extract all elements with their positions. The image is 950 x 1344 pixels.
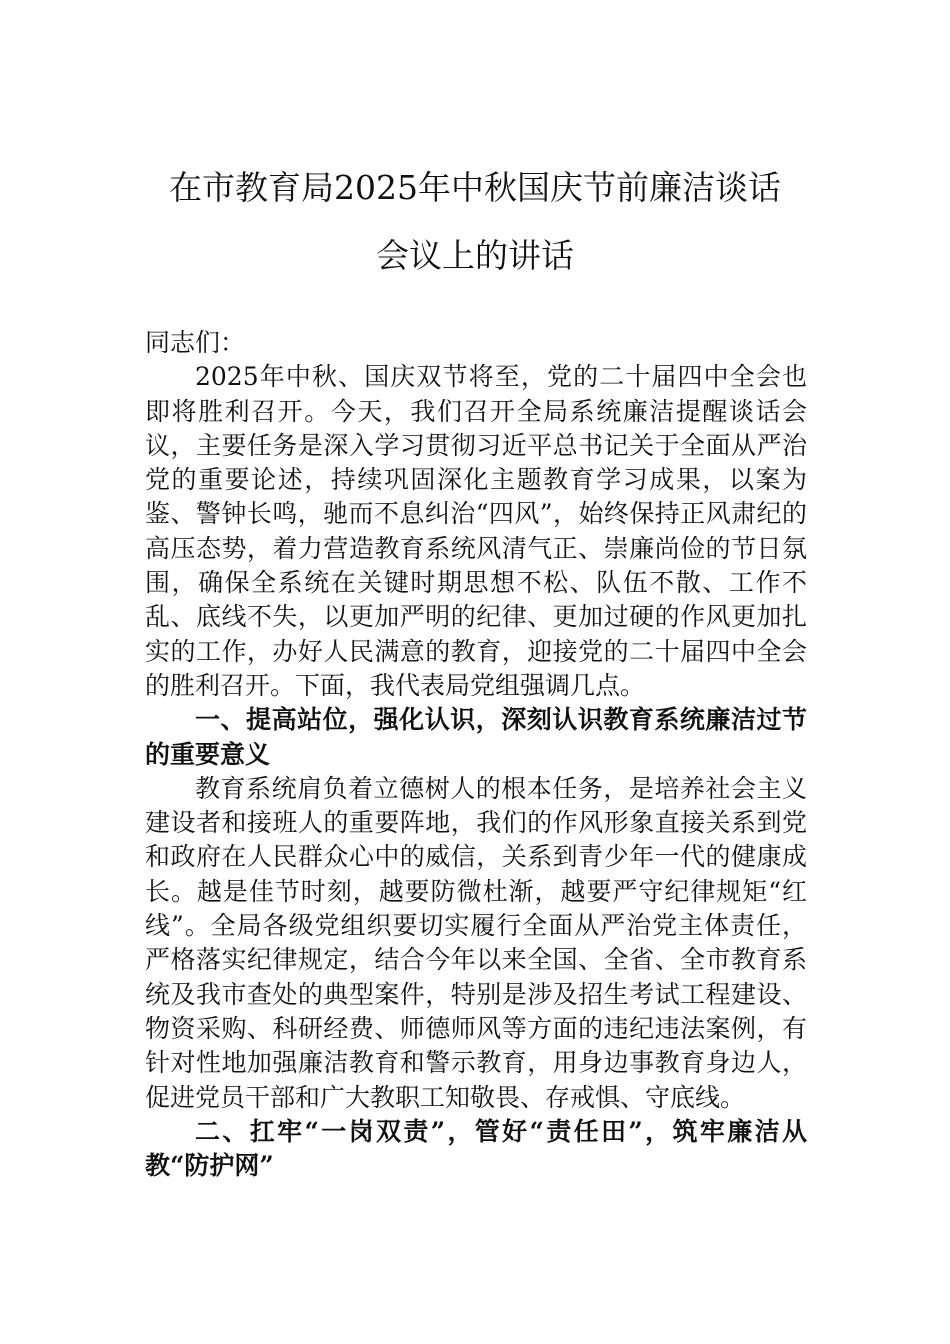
document-title-line-2: 会议上的讲话	[376, 236, 574, 275]
paragraph-section-1: 教育系统肩负着立德树人的根本任务，是培养社会主义建设者和接班人的重要阵地，我们的作风形象直接关系到党和政府在人民群众心中的威信，关系到青少年一代的健康成长。越是佳节时刻，越要防微杜渐，越要严守纪律规矩“红线”。全局各级党组织要切实履行全面从严治党主体责任，严格落实纪律规定，结合今年以来全国、全省、全市教育系统及我市查处的典型案件，特别是涉及招生考试工程建设、物资采购、科研经费、师德师风等方面的违纪违法案例，有针对性地加强廉洁教育和警示教育，用身边事教育身边人，促进党员干部和广大教职工知敬畏、存戒惧、守底线。	[145, 773, 807, 1112]
paragraph-intro: 2025年中秋、国庆双节将至，党的二十届四中全会也即将胜利召开。今天，我们召开全局系统廉洁提醒谈话会议，主要任务是深入学习贯彻习近平总书记关于全面从严治党的重要论述，持续巩固深化主题教育学习成果，以案为鉴、警钟长鸣，驰而不息纠治“四风”，始终保持正风肃纪的高压态势，着力营造教育系统风清气正、崇廉尚俭的节日氛围，确保全系统在关键时期思想不松、队伍不散、工作不乱、底线不失，以更加严明的纪律、更加过硬的作风更加扎实的工作，办好人民满意的教育，迎接党的二十届四中全会的胜利召开。下面，我代表局党组强调几点。	[145, 362, 807, 700]
section-heading-2: 二、扛牢“一岗双责”，管好“责任田”，筑牢廉洁从教“防护网”	[145, 1116, 807, 1181]
document-body	[145, 326, 807, 1183]
document-title-line-1: 在市教育局2025年中秋国庆节前廉洁谈话	[169, 168, 781, 207]
section-heading-1: 一、提高站位，强化认识，深刻认识教育系统廉洁过节的重要意义	[145, 705, 807, 769]
salutation: 同志们：	[145, 328, 246, 357]
